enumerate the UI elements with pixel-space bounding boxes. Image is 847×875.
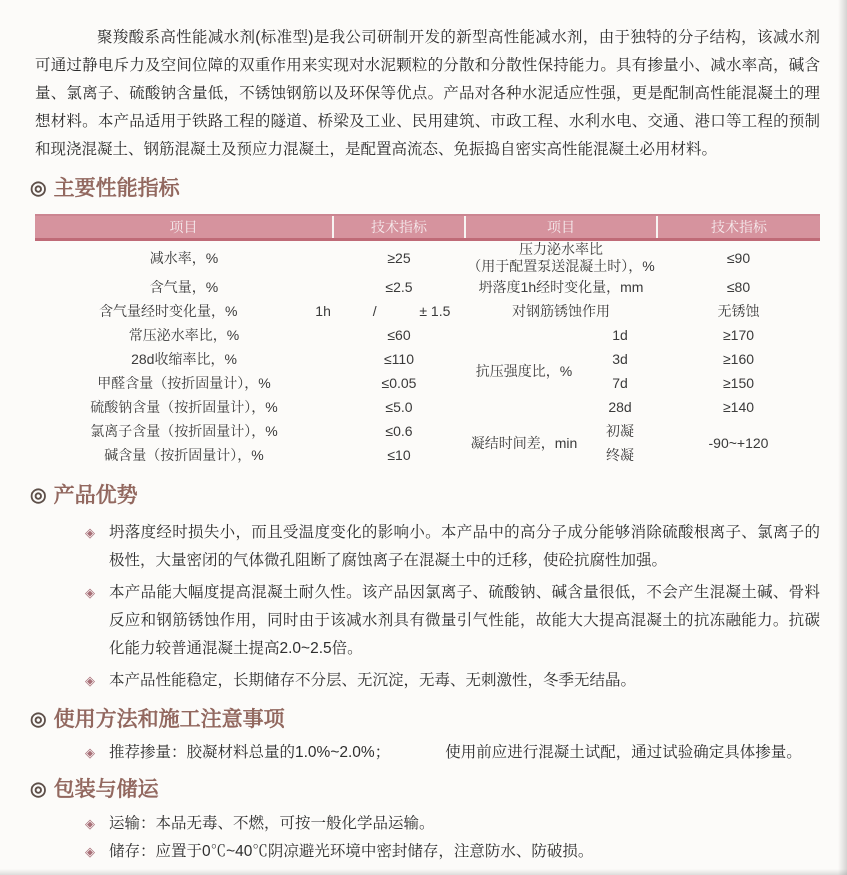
section-title: 包装与储运 xyxy=(53,777,159,801)
cell-group-label: 抗压强度比，% xyxy=(475,362,573,379)
list-item-text: 本产品能大幅度提高混凝土耐久性。该产品因氯离子、硫酸钠、碱含量很低，不会产生混凝土碱、骨料反应和钢筋锈蚀作用，同时由于该减水剂具有微量引气性能，故能大大提高混凝土的抗冻融能力。抗碳化能力较普通混凝土提高2.0~2.5倍。 xyxy=(109,583,820,657)
list-item xyxy=(85,579,820,663)
cell-label: 氯离子含量（按折固量计），% xyxy=(90,422,278,439)
table-row xyxy=(35,347,820,371)
cell-sub: 初凝 xyxy=(606,422,634,439)
cell-age: 3d xyxy=(612,350,628,367)
table-header-row xyxy=(35,215,820,239)
section-heading-packaging xyxy=(30,777,847,803)
header-spec-left: 技术指标 xyxy=(333,215,465,239)
scan-artifact-right-edge xyxy=(838,0,847,875)
performance-table xyxy=(35,214,820,467)
cell-value: ≤2.5 xyxy=(385,278,413,295)
list-item-text xyxy=(109,739,802,767)
header-item-left: 项目 xyxy=(35,215,333,239)
cell-value: ≤0.05 xyxy=(381,374,417,391)
cell-value: ≥150 xyxy=(722,374,755,391)
cell-label: 对钢筋锈蚀作用 xyxy=(512,302,610,319)
cell-label: 含气量经时变化量，% xyxy=(99,302,238,319)
list-item xyxy=(85,739,820,767)
table-row xyxy=(35,323,820,347)
diamond-bullet-icon: ◈ xyxy=(85,672,95,688)
cell-age: 1d xyxy=(612,326,628,343)
cell-label: 碱含量（按折固量计），% xyxy=(104,446,264,463)
bullseye-icon: ◎ xyxy=(30,178,47,199)
header-spec-right: 技术指标 xyxy=(657,215,820,239)
cell-value: ≥140 xyxy=(722,398,755,415)
cell-label xyxy=(465,239,657,275)
cell-value: ≤0.6 xyxy=(385,422,413,439)
cell-age: 7d xyxy=(612,374,628,391)
cell-label: 减水率，% xyxy=(149,249,219,266)
cell-value: ≤90 xyxy=(726,249,751,266)
cell-time: 1h xyxy=(315,302,331,319)
diamond-bullet-icon: ◈ xyxy=(85,843,95,859)
cell-split xyxy=(35,299,465,323)
table-row xyxy=(35,299,820,323)
header-item-right: 项目 xyxy=(465,215,657,239)
cell-group-label: 凝结时间差，min xyxy=(470,434,578,451)
table-row xyxy=(35,275,820,299)
bullseye-icon: ◎ xyxy=(30,778,47,800)
cell-value: ≤10 xyxy=(387,446,411,463)
table-row xyxy=(35,239,820,275)
cell-label-line2: （用于配置泵送混凝土时），% xyxy=(467,257,655,274)
list-item xyxy=(85,519,820,575)
section-heading-advantages xyxy=(30,483,847,509)
table-row xyxy=(35,395,820,419)
section-title: 产品优势 xyxy=(53,483,138,507)
diamond-bullet-icon: ◈ xyxy=(85,744,95,760)
cell-label: 坍落度1h经时变化量，mm xyxy=(478,278,644,295)
cell-slash: / xyxy=(372,302,377,319)
usage-dosage-text: 推荐掺量：胶凝材料总量的1.0%~2.0%； xyxy=(109,743,391,761)
list-item xyxy=(85,811,820,836)
table-row xyxy=(35,419,820,443)
cell-value: 无锈蚀 xyxy=(717,302,760,319)
usage-note-text: 使用前应进行混凝土试配，通过试验确定具体掺量。 xyxy=(445,743,802,761)
cell-value: ± 1.5 xyxy=(419,302,451,319)
bullseye-icon: ◎ xyxy=(30,708,47,730)
cell-value: ≥25 xyxy=(387,249,411,266)
cell-age: 28d xyxy=(608,398,632,415)
intro-paragraph: 聚羧酸系高性能减水剂(标准型)是我公司研制开发的新型高性能减水剂，由于独特的分子结构，该减水剂可通过静电斥力及空间位障的双重作用来实现对水泥颗粒的分散和分散性保持能力。具有掺量小、减水率高，碱含量、氯离子、硫酸钠含量低，不锈蚀钢筋以及环保等优点。产品对各种水泥适应性强，更是配制高性能混凝土的理想材料。本产品适用于铁路工程的隧道、桥梁及工业、民用建筑、市政工程、水利水电、交通、港口等工程的预制和现浇混凝土、钢筋混凝土及预应力混凝土，是配置高流态、免振捣自密实高性能混凝土必用材料。 xyxy=(35,29,820,158)
cell-label: 28d收缩率比，% xyxy=(131,350,237,367)
cell-value: ≤5.0 xyxy=(385,398,413,415)
section-heading-performance xyxy=(30,176,847,202)
cell-label: 硫酸钠含量（按折固量计），% xyxy=(90,398,278,415)
bullseye-icon: ◎ xyxy=(30,484,47,506)
cell-value: ≤80 xyxy=(726,278,751,295)
section-title: 主要性能指标 xyxy=(53,177,180,200)
cell-label: 常压泌水率比，% xyxy=(128,326,240,343)
section-title: 使用方法和施工注意事项 xyxy=(53,707,285,731)
cell-sub: 终凝 xyxy=(606,446,634,463)
list-item-text: 储存：应置于0℃~40℃阴凉避光环境中密封储存，注意防水、防破损。 xyxy=(109,842,594,860)
list-item-text: 本产品性能稳定，长期储存不分层、无沉淀，无毒、无刺激性，冬季无结晶。 xyxy=(109,671,637,689)
cell-value: ≥170 xyxy=(722,326,755,343)
cell-label: 甲醛含量（按折固量计），% xyxy=(97,374,271,391)
scan-artifact-bottom-edge xyxy=(0,869,847,875)
cell-value: -90~+120 xyxy=(708,434,769,451)
list-item-text: 运输：本品无毒、不燃，可按一般化学品运输。 xyxy=(109,814,435,832)
list-item xyxy=(85,839,820,864)
diamond-bullet-icon: ◈ xyxy=(85,524,95,540)
cell-value: ≤60 xyxy=(387,326,411,343)
diamond-bullet-icon: ◈ xyxy=(85,815,95,831)
table-row xyxy=(35,371,820,395)
cell-value: ≤110 xyxy=(383,350,414,367)
cell-value: ≥160 xyxy=(722,350,755,367)
cell-label: 含气量，% xyxy=(149,278,219,295)
list-item-text: 坍落度经时损失小，而且受温度变化的影响小。本产品中的高分子成分能够消除硫酸根离子、氯离子的极性，大量密闭的气体微孔阻断了腐蚀离子在混凝土中的迁移，使砼抗腐性加强。 xyxy=(109,523,820,569)
diamond-bullet-icon: ◈ xyxy=(85,584,95,600)
list-item xyxy=(85,667,820,695)
section-heading-usage xyxy=(30,707,847,733)
cell-label-line1: 压力泌水率比 xyxy=(519,240,603,257)
